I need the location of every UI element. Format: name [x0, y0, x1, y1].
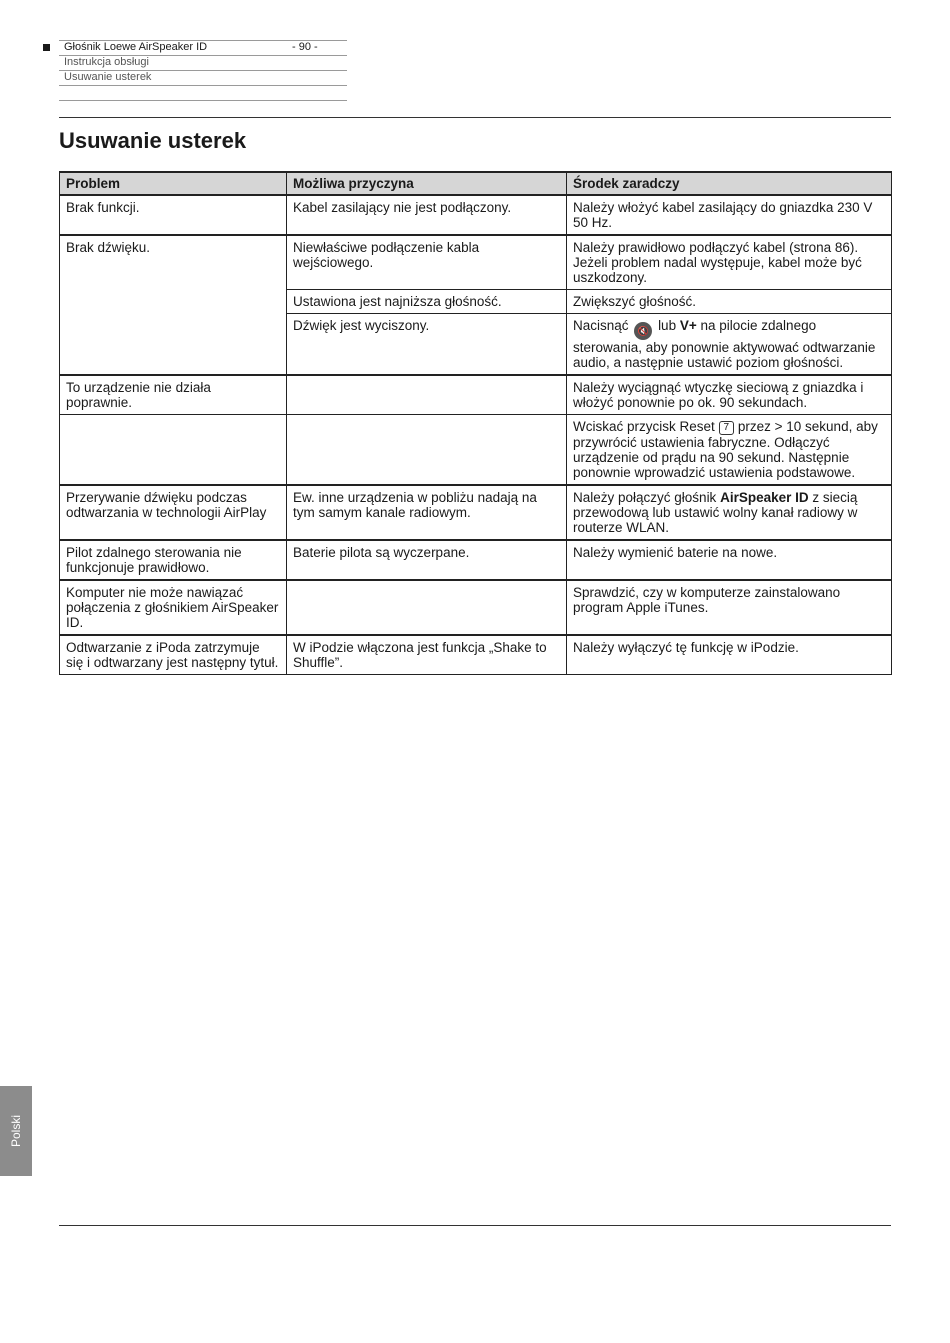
volume-up-key: V+: [679, 318, 697, 333]
header-line3: Usuwanie usterek: [59, 70, 347, 85]
cause-cell: Baterie pilota są wyczerpane.: [287, 540, 567, 580]
column-header-remedy: Środek zaradczy: [567, 172, 892, 195]
remedy-text-pre: Nacisnąć: [573, 318, 629, 333]
remedy-text-post: na pilocie zdalnego sterowania, aby ponownie aktywować odtwarzanie audio, a następnie ustawić poziom głośności.: [573, 318, 876, 370]
remedy-product-name: AirSpeaker ID: [720, 490, 809, 505]
problem-cell: [60, 415, 287, 486]
remedy-text-mid: lub: [658, 318, 677, 333]
remedy-text-pre: Należy połączyć głośnik: [573, 490, 717, 505]
problem-cell: Komputer nie może nawiązać połączenia z głośnikiem AirSpeaker ID.: [60, 580, 287, 635]
table-row: [60, 195, 892, 235]
table-row: [60, 540, 892, 580]
language-tab-label: Polski: [9, 1114, 23, 1148]
header-line2: Instrukcja obsługi: [59, 55, 347, 70]
column-header-problem: Problem: [60, 172, 287, 195]
table-row: [60, 635, 892, 675]
cause-cell: Ustawiona jest najniższa głośność.: [287, 290, 567, 314]
table-row: [60, 485, 892, 540]
page-title: Usuwanie usterek: [59, 128, 247, 153]
problem-cell: Brak funkcji.: [60, 195, 287, 235]
header-bullet: [43, 44, 50, 51]
header-blank-row: [59, 85, 347, 100]
cause-cell: Dźwięk jest wyciszony.: [287, 314, 567, 376]
remedy-cell: [567, 314, 892, 376]
top-rule: [59, 117, 891, 118]
problem-cell: Przerywanie dźwięku podczas odtwarzania w technologii AirPlay: [60, 485, 287, 540]
cause-cell: [287, 580, 567, 635]
problem-cell: Odtwarzanie z iPoda zatrzymuje się i odtwarzany jest następny tytuł.: [60, 635, 287, 675]
bottom-rule: [59, 1225, 891, 1226]
cause-cell: Ew. inne urządzenia w pobliżu nadają na tym samym kanale radiowym.: [287, 485, 567, 540]
remedy-cell: Należy wyłączyć tę funkcję w iPodzie.: [567, 635, 892, 675]
cause-cell: W iPodzie włączona jest funkcja „Shake to Shuffle”.: [287, 635, 567, 675]
column-header-cause: Możliwa przyczyna: [287, 172, 567, 195]
table-row: [60, 580, 892, 635]
cause-cell: [287, 375, 567, 415]
table-row: [60, 235, 892, 290]
problem-cell: To urządzenie nie działa poprawnie.: [60, 375, 287, 415]
reset-button-number-icon: 7: [719, 421, 735, 435]
problem-cell: Pilot zdalnego sterowania nie funkcjonuje prawidłowo.: [60, 540, 287, 580]
remedy-cell: [567, 415, 892, 486]
table-row: [60, 375, 892, 415]
cause-cell: Kabel zasilający nie jest podłączony.: [287, 195, 567, 235]
remedy-cell: Należy prawidłowo podłączyć kabel (strona 86). Jeżeli problem nadal występuje, kabel może być uszkodzony.: [567, 235, 892, 290]
remedy-text-pre: Wciskać przycisk Reset: [573, 419, 715, 434]
remedy-cell: [567, 485, 892, 540]
cause-cell: [287, 415, 567, 486]
remedy-cell: Należy włożyć kabel zasilający do gniazdka 230 V 50 Hz.: [567, 195, 892, 235]
problem-cell: Brak dźwięku.: [60, 235, 287, 375]
table-row: [60, 415, 892, 486]
header-end-rule: [59, 100, 347, 101]
troubleshooting-table: [59, 171, 892, 675]
header-product-row: [59, 40, 347, 55]
remedy-text-post: przez > 10 sekund, aby przywrócić ustawienia fabryczne. Odłączyć urządzenie od prądu na 90 sekund. Następnie ponownie wprowadzić ustawienia podstawowe.: [573, 419, 878, 480]
remedy-cell: Należy wyciągnąć wtyczkę sieciową z gniazdka i włożyć ponownie po ok. 90 sekundach.: [567, 375, 892, 415]
document-header: [59, 40, 347, 101]
language-tab: [0, 1086, 32, 1176]
page-number: - 90 -: [292, 41, 318, 53]
remedy-cell: Zwiększyć głośność.: [567, 290, 892, 314]
remedy-cell: Należy wymienić baterie na nowe.: [567, 540, 892, 580]
remedy-cell: Sprawdzić, czy w komputerze zainstalowano program Apple iTunes.: [567, 580, 892, 635]
mute-icon: 🔇: [634, 322, 652, 340]
table-header-row: [60, 172, 892, 195]
remedy-text-post: z siecią przewodową lub ustawić wolny kanał radiowy w routerze WLAN.: [573, 490, 858, 535]
header-product: Głośnik Loewe AirSpeaker ID: [64, 41, 208, 53]
cause-cell: Niewłaściwe podłączenie kabla wejściowego.: [287, 235, 567, 290]
